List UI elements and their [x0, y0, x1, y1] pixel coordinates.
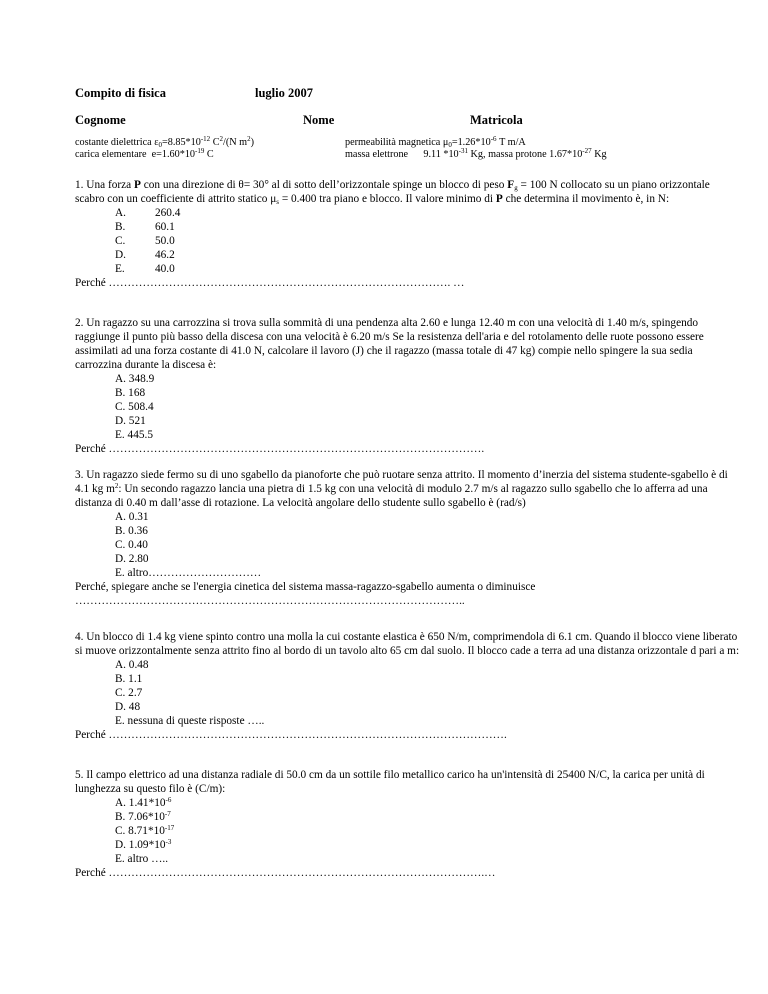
why-line[interactable]: Perché ………………………………………………………………………………. …	[75, 277, 465, 289]
exam-date: luglio 2007	[255, 86, 313, 100]
answer-option[interactable]: C. 50.0	[115, 235, 175, 247]
answer-option[interactable]: C. 0.40	[115, 539, 148, 551]
answer-option[interactable]: B. 1.1	[115, 673, 143, 685]
answer-option[interactable]: A. $1.41*10^{-6}$	[115, 796, 172, 809]
constant-dielectric: costante dielettrica $\varepsilon_0=8.85*10^{-12}$ $C^2/(N$ $m^2$)	[75, 135, 254, 149]
question-1	[75, 178, 740, 290]
exam-title: Compito di fisica	[75, 86, 166, 100]
answer-option[interactable]: A. 0.48	[115, 659, 149, 671]
why-line[interactable]: Perché ……………………………………………………………………………………….	[75, 443, 485, 455]
cognome-label: Cognome	[75, 113, 126, 127]
question-text: 3. Un ragazzo siede fermo su di uno sgabello da pianoforte che può ruotare senza attrito. Il momento d’inerzia del sistema studente-sgabello è di 4.1 kg $m^2$: Un secondo ragazzo lancia una pietra di 1.5 kg con una velocità di modulo 2.7 m/s al ragazzo sullo sgabello che lo afferra ad una distanza di 0.40 m dall’asse di rotazione. La velocità angolare dello studente sullo sgabello è (rad/s)	[75, 469, 728, 509]
question-5	[75, 768, 740, 880]
answer-options	[75, 658, 740, 728]
answer-option[interactable]: E. altro…………………………	[115, 567, 262, 579]
answer-option[interactable]: D. $1.09*10^{-3}$	[115, 838, 172, 851]
answer-option[interactable]: A. 260.4	[115, 207, 181, 219]
answer-options	[75, 206, 740, 276]
nome-label: Nome	[303, 113, 335, 127]
answer-option[interactable]: C. 2.7	[115, 687, 143, 699]
question-text: 1. Una forza P con una direzione di θ= 30° al di sotto dell’orizzontale spinge un blocco di peso $F_g = 100$ N collocato su un piano orizzontale scabro con un coefficiente di attrito statico $\mu_s = 0.400$ tra piano e blocco. Il valore minimo di P che determina il movimento è, in N:	[75, 179, 710, 206]
why-line[interactable]: Perché, spiegare anche se l'energia cinetica del sistema massa-ragazzo-sgabello aumenta o diminuisce	[75, 581, 536, 593]
constant-permeability: permeabilità magnetica $\mu_0=1.26*10^{-6}$ T m/A	[345, 135, 526, 149]
answer-option[interactable]: B. 60.1	[115, 221, 175, 233]
answer-option[interactable]: D. 521	[115, 415, 146, 427]
why-line[interactable]: Perché ……………………………………………………………………………………….…	[75, 867, 496, 879]
answer-option[interactable]: D. 2.80	[115, 553, 149, 565]
matricola-label: Matricola	[470, 113, 523, 127]
dotted-line[interactable]: …………………………………………………………………………………………..	[75, 595, 465, 607]
answer-options	[75, 796, 740, 866]
answer-option[interactable]: B. $7.06*10^{-7}$	[115, 810, 171, 823]
answer-option[interactable]: E. 40.0	[115, 263, 175, 275]
answer-option[interactable]: E. nessuna di queste risposte …..	[115, 715, 265, 727]
answer-option[interactable]: E. altro …..	[115, 853, 169, 865]
answer-option[interactable]: C. 508.4	[115, 401, 154, 413]
question-text: 5. Il campo elettrico ad una distanza radiale di 50.0 cm da un sottile filo metallico carico ha un'intensità di 25400 N/C, la carica per unità di lunghezza su questo filo è (C/m):	[75, 769, 705, 795]
answer-option[interactable]: C. $8.71*10^{-17}$	[115, 824, 175, 837]
question-text: 2. Un ragazzo su una carrozzina si trova sulla sommità di una pendenza alta 2.60 e lunga 12.40 m con una velocità di 1.40 m/s, spingendo raggiunge il punto più basso della discesa con una velocità è 6.20 m/s Se la resistenza dell'aria e del rotolamento delle ruote possono essere assimilati ad una forza costante di 41.0 N, calcolare il lavoro (J) che il ragazzo (massa totale di 47 kg) compie nello spingere la sua sedia carrozzina durante la discesa è:	[75, 317, 704, 371]
answer-option[interactable]: D. 48	[115, 701, 141, 713]
question-2	[75, 316, 740, 456]
why-line[interactable]: Perché …………………………………………………………………………………………….	[75, 729, 507, 741]
answer-option[interactable]: A. 0.31	[115, 511, 149, 523]
answer-options	[75, 510, 740, 580]
constant-charge: carica elementare $e=1.60*10^{-19}$ C	[75, 147, 214, 160]
answer-option[interactable]: D. 46.2	[115, 249, 175, 261]
answer-option[interactable]: A. 348.9	[115, 373, 155, 385]
answer-option[interactable]: B. 0.36	[115, 525, 148, 537]
question-4	[75, 630, 740, 742]
answer-option[interactable]: B. 168	[115, 387, 146, 399]
question-3	[75, 468, 740, 608]
answer-options	[75, 372, 740, 442]
constant-masses: massa elettrone 9.11 $*10^{-31}$ Kg, massa protone $1.67*10^{-27}$ Kg	[345, 147, 607, 160]
question-text: 4. Un blocco di 1.4 kg viene spinto contro una molla la cui costante elastica è 650 N/m, comprimendola di 6.1 cm. Quando il blocco viene liberato si muove orizzontalmente senza attrito fino al bordo di un tavolo alto 65 cm dal suolo. Il blocco cade a terra ad una distanza orizzontale d pari a m:	[75, 631, 740, 657]
answer-option[interactable]: E. 445.5	[115, 429, 153, 441]
